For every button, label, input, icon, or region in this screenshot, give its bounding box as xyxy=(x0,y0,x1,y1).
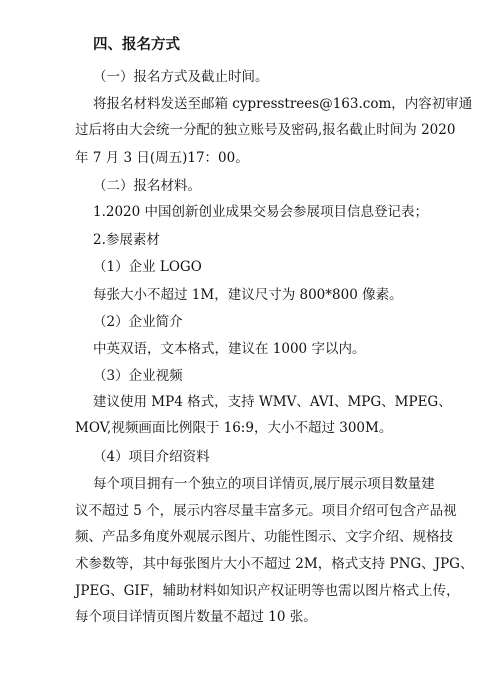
paragraph-line: 每个项目详情页图片数量不超过 10 张。 xyxy=(75,609,317,625)
item-heading: （2）企业简介 xyxy=(93,314,183,330)
section-heading: 四、报名方式 xyxy=(93,36,180,53)
paragraph-line: 中英双语，文本格式，建议在 1000 字以内。 xyxy=(93,341,366,357)
item-heading: （4）项目介绍资料 xyxy=(93,449,210,465)
item-heading: （1）企业 LOGO xyxy=(93,259,202,275)
paragraph-line: 过后将由大会统一分配的独立账号及密码,报名截止时间为 2020 xyxy=(75,122,456,138)
paragraph-line: 年 7 月 3 日(周五)17：00。 xyxy=(75,150,249,166)
subsection-heading: （一）报名方式及截止时间。 xyxy=(93,69,269,85)
list-item: 2.参展素材 xyxy=(93,232,160,248)
item-heading: （3）企业视频 xyxy=(93,368,183,384)
paragraph-line: 将报名材料发送至邮箱 cypresstrees@163.com，内容初审通 xyxy=(93,96,473,112)
paragraph-line: MOV,视频画面比例限于 16:9，大小不超过 300M。 xyxy=(75,420,393,436)
subsection-heading: （二）报名材料。 xyxy=(93,178,201,194)
paragraph-line: 每个项目拥有一个独立的项目详情页,展厅展示项目数量建 xyxy=(93,476,435,492)
paragraph-line: JPEG、GIF，辅助材料如知识产权证明等也需以图片格式上传， xyxy=(75,583,460,599)
paragraph-line: 建议使用 MP4 格式，支持 WMV、AVI、MPG、MPEG、 xyxy=(93,394,452,410)
list-item: 1.2020 中国创新创业成果交易会参展项目信息登记表； xyxy=(93,204,429,220)
paragraph-line: 每张大小不超过 1M，建议尺寸为 800*800 像素。 xyxy=(93,287,403,303)
paragraph-line: 术参数等，其中每张图片大小不超过 2M，格式支持 PNG、JPG、 xyxy=(75,556,474,572)
paragraph-line: 频、产品多角度外观展示图片、功能性图示、文字介绍、规格技 xyxy=(75,529,453,545)
paragraph-line: 议不超过 5 个，展示内容尽量丰富多元。项目介绍可包含产品视 xyxy=(75,503,457,519)
